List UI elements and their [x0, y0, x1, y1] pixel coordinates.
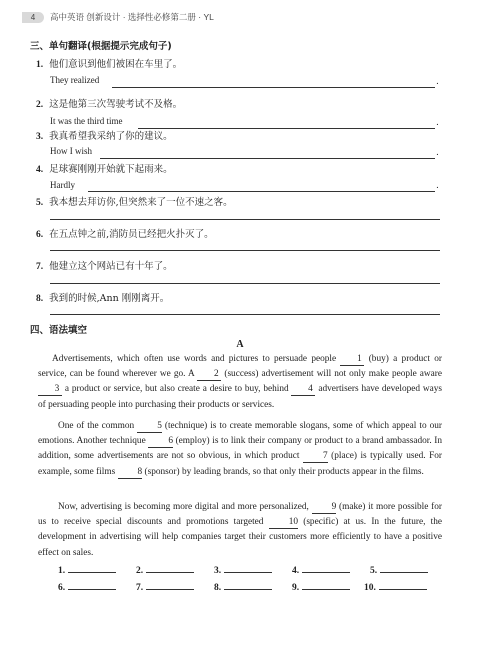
question-3: 3. 我真希望我采纳了你的建议。 [36, 131, 173, 142]
question-1: 1. 他们意识到他们被困在车里了。 [36, 59, 183, 70]
answer-line-5[interactable] [50, 219, 440, 220]
page-number: 4 [22, 12, 44, 23]
answer-slot-10[interactable]: 10. [364, 580, 427, 593]
prompt-2: It was the third time [50, 116, 123, 126]
question-7: 7. 他建立这个网站已有十年了。 [36, 261, 173, 272]
answer-slot-4[interactable]: 4. [292, 563, 350, 576]
blank-10[interactable]: 10 [269, 517, 298, 529]
answer-line-8[interactable] [50, 314, 440, 315]
answer-line-3[interactable] [100, 158, 435, 159]
answer-line-4[interactable] [88, 191, 435, 192]
answer-line-6[interactable] [50, 250, 440, 251]
prompt-1: They realized [50, 75, 100, 85]
blank-9[interactable]: 9 [312, 502, 337, 514]
answer-line-7[interactable] [50, 283, 440, 284]
answer-slot-5[interactable]: 5. [370, 563, 428, 576]
answer-slot-2[interactable]: 2. [136, 563, 194, 576]
answer-slot-9[interactable]: 9. [292, 580, 350, 593]
prompt-4: Hardly [50, 180, 75, 190]
prompt-3: How I wish [50, 146, 92, 156]
blank-6[interactable]: 6 [148, 436, 173, 448]
blank-8[interactable]: 8 [118, 467, 143, 479]
page-header [22, 10, 214, 24]
header-title: 高中英语 创新设计 · 选择性必修第二册 · YL [50, 12, 214, 22]
answer-slot-3[interactable]: 3. [214, 563, 272, 576]
question-6: 6. 在五点钟之前,消防员已经把火扑灭了。 [36, 229, 214, 240]
passage-paragraph-1: Advertisements, which often use words and pictures to persuade people 1 (buy) a product or service, can be found wherever we go. A 2 (success) advertisement will not only make people aware 3 a product or service, but also create a desire to buy, behind 4 advertisers have developed ways of persuading people into purchasing their products or services. [38, 354, 442, 410]
blank-3[interactable]: 3 [38, 384, 62, 396]
answer-slot-6[interactable]: 6. [58, 580, 116, 593]
blank-7[interactable]: 7 [303, 451, 328, 463]
section3-heading: 三、单句翻译(根据提示完成句子) [30, 41, 172, 52]
question-4: 4. 足球赛刚刚开始就下起雨来。 [36, 164, 173, 175]
answer-line-2[interactable] [138, 128, 435, 129]
blank-2[interactable]: 2 [197, 369, 221, 381]
blank-5[interactable]: 5 [137, 421, 162, 433]
answer-slot-7[interactable]: 7. [136, 580, 194, 593]
blank-4[interactable]: 4 [291, 384, 315, 396]
answer-slot-8[interactable]: 8. [214, 580, 272, 593]
question-5: 5. 我本想去拜访你,但突然来了一位不速之客。 [36, 197, 233, 208]
passage-paragraph-2: One of the common 5 (technique) is to create memorable slogans, some of which appeal to our emotions. Another technique 6 (employ) is to link their company or product to a brand ambassador. In addition, some advertisements are not so obvious, in which product 7 (place) is typically used. For example, some films 8 (sponsor) by leading brands, so that only their products appear in the films. [38, 421, 442, 477]
section4-heading: 四、语法填空 [30, 325, 88, 336]
blank-1[interactable]: 1 [340, 354, 364, 366]
answer-line-1[interactable] [112, 87, 435, 88]
answer-slot-1[interactable]: 1. [58, 563, 116, 576]
passage-title: A [236, 339, 244, 350]
question-2: 2. 这是他第三次驾驶考试不及格。 [36, 99, 183, 110]
passage-paragraph-3: Now, advertising is becoming more digital and more personalized, 9 (make) it more possible for us to receive special discounts and promotions targeted 10 (specific) at us. In the future, the development in advertising will help companies target their customers more efficiently to have a positive effect on sales. [38, 502, 443, 558]
question-8: 8. 我到的时候,Ann 刚刚离开。 [36, 293, 170, 304]
